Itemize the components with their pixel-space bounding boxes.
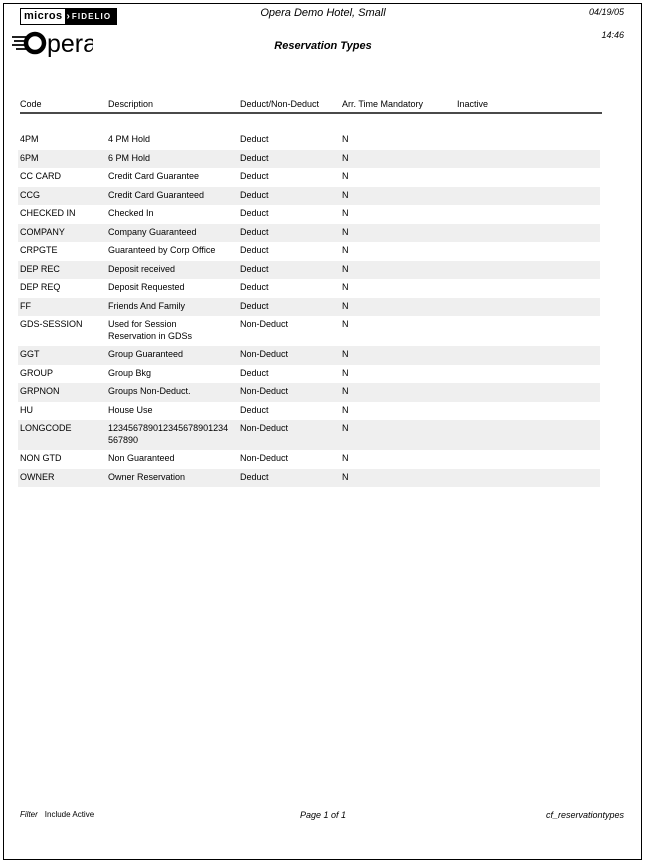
cell-description: Group Bkg (108, 367, 152, 378)
cell-deduct: Non-Deduct (240, 386, 289, 396)
cell-description: 6 PM Hold (108, 152, 151, 163)
cell-inactive (457, 386, 600, 398)
cell-deduct: Deduct (240, 208, 269, 218)
cell-description: House Use (108, 404, 153, 415)
table-row (18, 242, 600, 261)
page-number: Page 1 of 1 (299, 810, 347, 820)
column-header-arr-time-mandatory: Arr. Time Mandatory (342, 99, 424, 109)
cell-inactive (457, 453, 600, 465)
table-row (18, 365, 600, 384)
cell-code: COMPANY (20, 226, 65, 237)
cell-deduct: Deduct (240, 367, 269, 378)
cell-description: Friends And Family (108, 300, 186, 311)
cell-deduct: Deduct (240, 226, 269, 237)
table-row (18, 205, 600, 224)
cell-deduct: Deduct (240, 245, 269, 255)
cell-code: LONGCODE (20, 423, 72, 433)
cell-description: Company Guaranteed (108, 226, 197, 237)
table-row (18, 316, 600, 346)
cell-code: HU (20, 404, 33, 415)
arrow-right-icon: › (66, 10, 71, 22)
cell-deduct: Non-Deduct (240, 349, 289, 359)
cell-description: Groups Non-Deduct. (108, 386, 191, 396)
hotel-name: Opera Demo Hotel, Small (260, 7, 386, 19)
report-title: Reservation Types (274, 40, 372, 52)
cell-inactive (457, 245, 600, 257)
cell-arr-time-mandatory: N (342, 134, 349, 144)
opera-logo-pera: pera (47, 30, 93, 58)
cell-code: CC CARD (20, 171, 62, 181)
cell-description: Non Guaranteed (108, 453, 175, 463)
cell-arr-time-mandatory: N (342, 367, 349, 378)
cell-inactive (457, 319, 600, 342)
cell-deduct: Deduct (240, 134, 269, 144)
table-row (18, 150, 600, 169)
cell-code: FF (20, 300, 31, 311)
cell-code: GROUP (20, 367, 54, 378)
cell-deduct: Deduct (240, 404, 269, 415)
table-row (18, 450, 600, 469)
cell-code: NON GTD (20, 453, 62, 463)
cell-code: GRPNON (20, 386, 60, 396)
cell-arr-time-mandatory: N (342, 453, 349, 463)
table-row (18, 298, 600, 317)
cell-arr-time-mandatory: N (342, 319, 349, 329)
cell-arr-time-mandatory: N (342, 282, 349, 292)
cell-inactive (457, 190, 600, 202)
table-row (18, 420, 600, 450)
cell-deduct: Deduct (240, 471, 269, 482)
cell-arr-time-mandatory: N (342, 208, 349, 218)
cell-deduct: Deduct (240, 300, 269, 311)
report-date: 04/19/05 (588, 7, 624, 17)
cell-code: DEP REC (20, 263, 60, 274)
filter-value: Include Active (44, 810, 95, 819)
report-id: cf_reservationtypes (545, 810, 624, 820)
micros-logo-text: micros (21, 9, 65, 24)
cell-inactive (457, 282, 600, 294)
cell-deduct: Deduct (240, 282, 269, 292)
cell-code: CHECKED IN (20, 208, 76, 218)
cell-inactive (457, 171, 600, 183)
fidelio-label: FIDELIO (71, 12, 112, 21)
cell-code: CRPGTE (20, 245, 58, 255)
table-row (18, 187, 600, 206)
cell-arr-time-mandatory: N (342, 263, 349, 274)
cell-inactive (457, 405, 600, 417)
cell-inactive (457, 301, 600, 313)
cell-code: GDS-SESSION (20, 319, 83, 329)
cell-deduct: Deduct (240, 171, 269, 181)
cell-code: OWNER (20, 471, 55, 482)
cell-description: Owner Reservation (108, 471, 186, 482)
cell-inactive (457, 208, 600, 220)
cell-deduct: Non-Deduct (240, 319, 289, 329)
cell-description: Guaranteed by Corp Office (108, 245, 216, 255)
table-row (18, 346, 600, 365)
cell-code: GGT (20, 349, 40, 359)
column-header-code: Code (20, 99, 42, 109)
table-row (18, 469, 600, 488)
cell-deduct: Deduct (240, 189, 269, 200)
cell-description: Credit Card Guaranteed (108, 189, 205, 200)
cell-inactive (457, 227, 600, 239)
table-row (18, 261, 600, 280)
cell-inactive (457, 264, 600, 276)
cell-description: Deposit received (108, 263, 176, 274)
cell-description: 4 PM Hold (108, 134, 151, 144)
table-row (18, 131, 600, 150)
cell-arr-time-mandatory: N (342, 471, 349, 482)
cell-description: Used for Session Reservation in GDSs (108, 319, 193, 341)
table-column-headers (20, 99, 600, 109)
cell-inactive (457, 349, 600, 361)
cell-description: 123456789012345678901234 567890 (108, 423, 229, 445)
cell-arr-time-mandatory: N (342, 300, 349, 311)
report-time: 14:46 (601, 30, 624, 40)
table-row (18, 279, 600, 298)
table-body (18, 131, 600, 487)
filter-label: Filter (20, 810, 38, 819)
cell-description: Deposit Requested (108, 282, 185, 292)
cell-code: 4PM (20, 134, 39, 144)
cell-deduct: Deduct (240, 152, 269, 163)
header-separator-rule (20, 112, 602, 114)
column-header-inactive: Inactive (457, 99, 489, 109)
cell-deduct: Deduct (240, 263, 269, 274)
cell-description: Checked In (108, 208, 154, 218)
cell-arr-time-mandatory: N (342, 404, 349, 415)
cell-inactive (457, 153, 600, 165)
cell-inactive (457, 423, 600, 446)
cell-arr-time-mandatory: N (342, 423, 349, 433)
cell-inactive (457, 472, 600, 484)
cell-deduct: Non-Deduct (240, 453, 289, 463)
cell-arr-time-mandatory: N (342, 349, 349, 359)
cell-arr-time-mandatory: N (342, 386, 349, 396)
table-row (18, 383, 600, 402)
column-header-deduct: Deduct/Non-Deduct (240, 99, 320, 109)
cell-code: 6PM (20, 152, 39, 163)
cell-arr-time-mandatory: N (342, 189, 349, 200)
cell-arr-time-mandatory: N (342, 226, 349, 237)
cell-arr-time-mandatory: N (342, 171, 349, 181)
cell-code: DEP REQ (20, 282, 61, 292)
cell-deduct: Non-Deduct (240, 423, 289, 433)
table-row (18, 224, 600, 243)
cell-description: Group Guaranteed (108, 349, 184, 359)
cell-arr-time-mandatory: N (342, 152, 349, 163)
column-header-description: Description (108, 99, 154, 109)
cell-inactive (457, 368, 600, 380)
cell-inactive (457, 134, 600, 146)
cell-description: Credit Card Guarantee (108, 171, 200, 181)
table-row (18, 168, 600, 187)
cell-code: CCG (20, 189, 40, 200)
cell-arr-time-mandatory: N (342, 245, 349, 255)
table-row (18, 402, 600, 421)
